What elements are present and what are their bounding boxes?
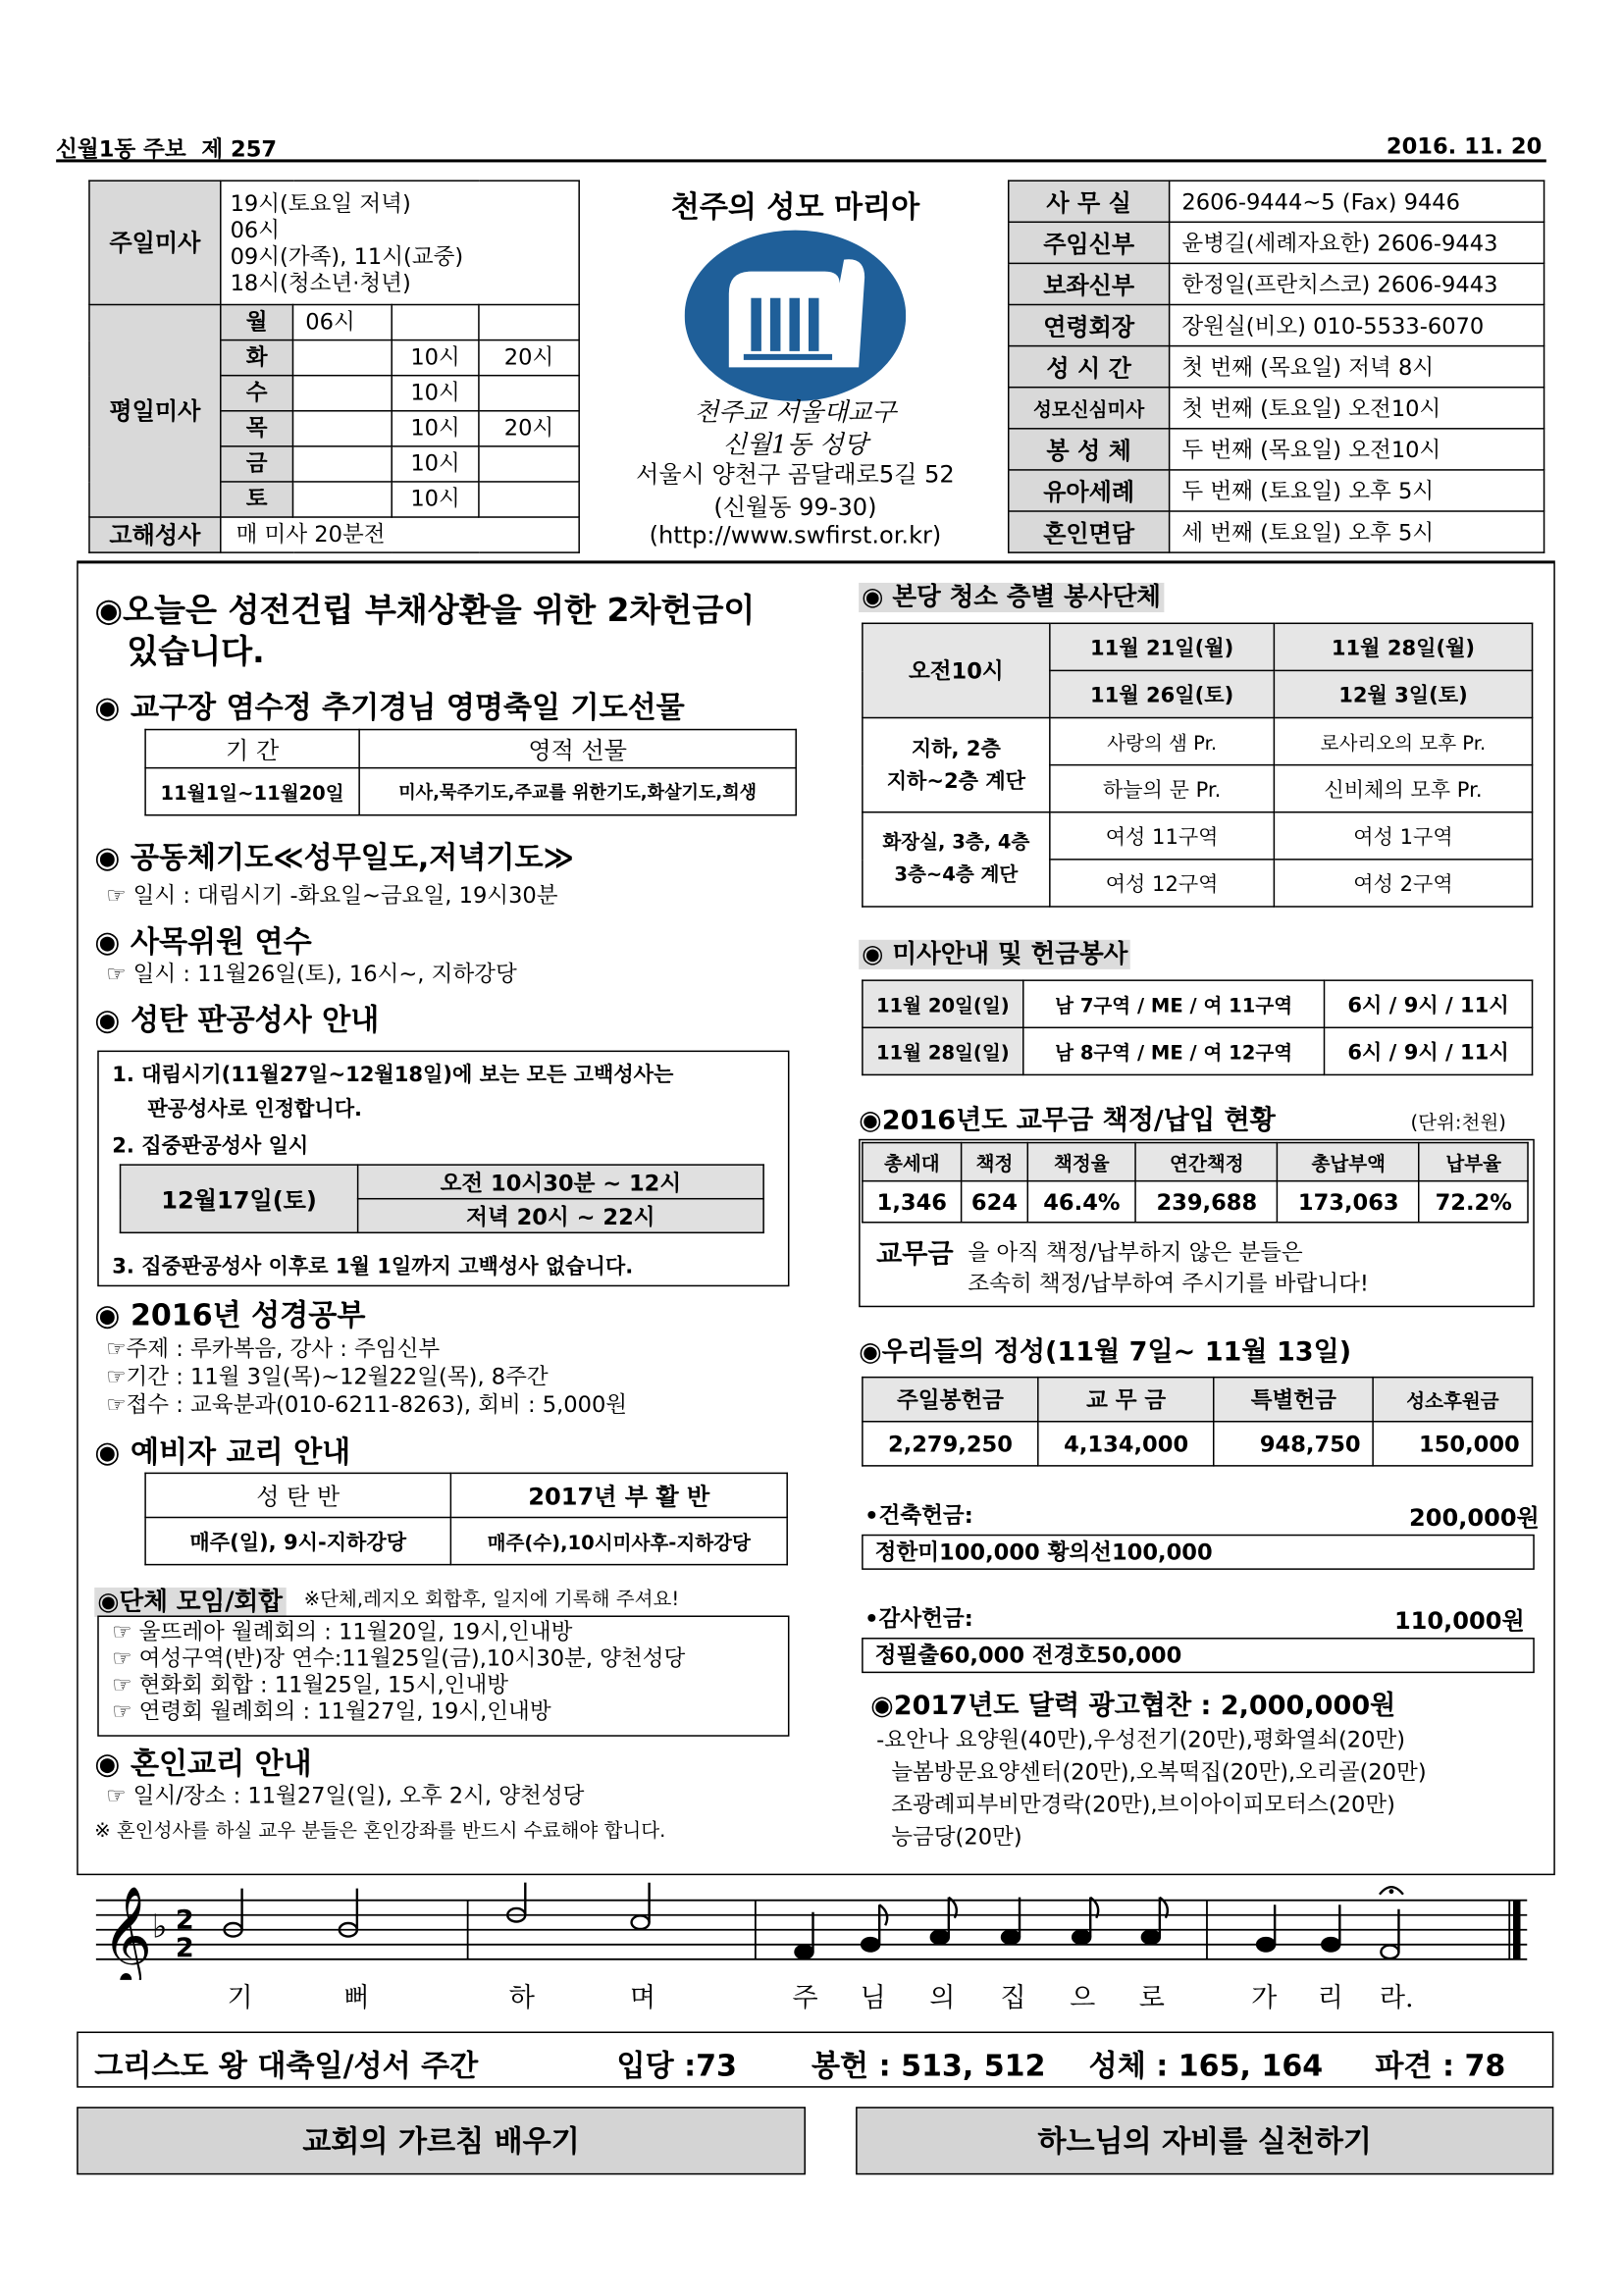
mass-guide-date: 11월 28일(일) [863,1027,1023,1074]
weekday-name: 월 [221,305,293,340]
weekday-time: 10시 [392,411,479,446]
cleaning-table [862,623,1533,908]
confession-time: 오전 10시30분 ~ 12시 [358,1165,764,1199]
contact-label: 봉 성 체 [1009,429,1170,470]
offertory-hymn: 봉헌 : 513, 512 [812,2048,1046,2084]
sunday-time: 18시(청소년·청년) [230,269,411,296]
cleaning-floor-label: 지하, 2층 지하~2층 계단 [863,718,1050,812]
calendar-sponsor-title: ◉2017년도 달력 광고협찬 : 2,000,000원 [870,1691,1396,1722]
calendar-sponsor-list [876,1723,1426,1852]
dues-table [862,1142,1529,1224]
mass-schedule-table [88,180,580,552]
contact-value: 두 번째 (토요일) 오후 5시 [1170,470,1544,511]
bible-study-title: ◉ 2016년 성경공부 [94,1296,366,1332]
lyric-syllable: 리 [1317,1982,1343,2014]
bible-line: ☞접수 : 교육분과(010-6211-8263), 회비 : 5,000원 [106,1390,628,1418]
weekday-time [479,446,579,482]
offering-value: 150,000 [1373,1422,1532,1466]
dues-value: 1,346 [863,1181,962,1223]
confession-time: 저녁 20시 ~ 22시 [358,1199,764,1233]
confession-date: 12월17일(토) [121,1165,358,1232]
building-fund-names: 정한미100,000 황의선100,000 [862,1535,1535,1570]
mass-guide-times: 6시 / 9시 / 11시 [1325,980,1533,1027]
dues-header: 총납부액 [1278,1143,1419,1181]
mass-guide-title: ◉ 미사안내 및 헌금봉사 [859,932,1130,969]
parish-patron: 천주의 성모 마리아 [670,188,920,225]
svg-text:𝄞: 𝄞 [101,1884,153,1980]
gift-title: ◉ 교구장 염수정 추기경님 영명축일 기도선물 [94,689,685,725]
dues-header: 책정율 [1027,1143,1135,1181]
confession-guide-title: ◉ 성탄 판공성사 안내 [94,1001,380,1038]
weekday-name: 목 [221,411,293,446]
thanks-offering-names: 정필출60,000 전경호50,000 [862,1638,1535,1673]
offering-header: 특별헌금 [1214,1378,1373,1422]
group-line: ☞ 울뜨레아 월례회의 : 11월20일, 19시,인내방 [112,1618,573,1645]
community-prayer-title: ◉ 공동체기도≪성무일도,저녁기도≫ [94,839,574,875]
weekday-time [479,482,579,517]
svg-text:2: 2 [175,1905,194,1936]
weekday-time: 10시 [392,340,479,376]
catechumen-title: ◉ 예비자 교리 안내 [94,1434,351,1470]
dues-note-2: 조속히 책정/납부하여 주시기를 바랍니다! [968,1270,1369,1297]
logo-text-2: 신월1동 성당 [722,431,868,461]
lyric-syllable: 로 [1138,1982,1165,2014]
gift-header: 기 간 [145,730,359,768]
gift-spiritual: 미사,묵주기도,주교를 위한기도,화살기도,희생 [359,768,796,815]
mass-guide-date: 11월 20일(일) [863,980,1023,1027]
sunday-time: 19시(토요일 저녁) [230,189,411,217]
cleaning-group: 하늘의 문 Pr. [1050,765,1275,812]
cleaning-group: 여성 12구역 [1050,860,1275,907]
catechumen-schedule: 매주(수),10시미사후-지하강당 [450,1517,787,1564]
group-meeting-note: ※단체,레지오 회합후, 일지에 기록해 주셔요! [303,1589,680,1611]
marriage-text: ☞ 일시/장소 : 11월27일(일), 오후 2시, 양천성당 [106,1782,585,1809]
cleaning-time: 오전10시 [863,623,1050,717]
lyric-syllable: 뻐 [343,1982,370,2014]
cleaning-date: 11월 26일(토) [1050,670,1275,717]
feast-name: 그리스도 왕 대축일/성서 주간 [94,2048,479,2084]
weekday-time [292,446,392,482]
weekday-time: 20시 [479,411,579,446]
confession-value: 매 미사 20분전 [221,517,579,552]
svg-text:2: 2 [175,1932,194,1963]
contact-value: 세 번째 (토요일) 오후 5시 [1170,511,1544,552]
lyric-syllable: 라. [1379,1982,1414,2014]
weekday-name: 수 [221,376,293,411]
entrance-hymn: 입당 :73 [616,2048,737,2084]
dismissal-hymn: 파견 : 78 [1375,2048,1506,2084]
building-fund-label: •건축헌금: [864,1501,973,1529]
cleaning-group: 여성 2구역 [1274,860,1532,907]
contact-label: 혼인면담 [1009,511,1170,552]
contact-label: 연령회장 [1009,305,1170,346]
dues-value: 624 [962,1181,1027,1223]
music-staff [96,1883,1543,1986]
weekday-time [292,376,392,411]
weekday-time: 10시 [392,482,479,517]
offering-value: 2,279,250 [863,1422,1038,1466]
lyric-syllable: 으 [1070,1982,1096,2014]
contact-label: 유아세례 [1009,470,1170,511]
contact-label: 주임신부 [1009,222,1170,263]
sunday-mass-times [221,181,579,304]
dues-header: 납부율 [1419,1143,1528,1181]
dues-unit: (단위:천원) [1410,1112,1506,1135]
confession-label: 고해성사 [89,517,221,552]
catechumen-header: 성 탄 반 [145,1473,450,1517]
confession-item-2: 2. 집중판공성사 일시 [112,1134,309,1159]
lyric-syllable: 주 [792,1982,818,2014]
dues-value: 173,063 [1278,1181,1419,1223]
mercy-practice-button[interactable]: 하느님의 자비를 실천하기 [856,2107,1553,2174]
cleaning-group: 로사리오의 모후 Pr. [1274,718,1532,765]
parish-address-2: (신월동 99-30) [713,493,877,521]
lyric-syllable: 집 [1000,1982,1026,2014]
contact-label: 사 무 실 [1009,181,1170,222]
dues-value: 46.4% [1027,1181,1135,1223]
weekday-time [292,411,392,446]
weekday-name: 화 [221,340,293,376]
cleaning-group: 사랑의 샘 Pr. [1050,718,1275,765]
dues-value: 72.2% [1419,1181,1528,1223]
contact-value: 장원실(비오) 010-5533-6070 [1170,305,1544,346]
dues-header: 총세대 [863,1143,962,1181]
sponsor-line: 늘봄방문요양센터(20만),오복떡집(20만),오리골(20만) [891,1758,1427,1786]
gift-period: 11월1일~11월20일 [145,768,359,815]
weekday-time [292,482,392,517]
sunday-time: 06시 [230,216,281,243]
bible-line: ☞주제 : 루카복음, 강사 : 주임신부 [106,1334,441,1362]
parish-address: 서울시 양천구 곰달래로5길 52 [636,460,955,489]
contact-label: 성모신심미사 [1009,388,1170,429]
training-title: ◉ 사목위원 연수 [94,923,312,960]
gift-header: 영적 선물 [359,730,796,768]
dues-note: 을 아직 책정/납부하지 않은 분들은 [968,1239,1303,1267]
mass-guide-table [862,979,1533,1075]
offering-value: 948,750 [1214,1422,1373,1466]
sunday-time: 09시(가족), 11시(교중) [230,242,464,270]
cleaning-group: 여성 11구역 [1050,812,1275,860]
cleaning-date: 11월 21일(월) [1050,623,1275,670]
mass-guide-groups: 남 7구역 / ME / 여 11구역 [1023,980,1325,1027]
lyric-syllable: 님 [860,1982,886,2014]
parish-url[interactable]: (http://www.swfirst.or.kr) [649,520,942,549]
contact-value: 첫 번째 (토요일) 오전10시 [1170,388,1544,429]
thanks-offering-label: •감사헌금: [864,1604,973,1633]
contact-value: 한정일(프란치스코) 2606-9443 [1170,263,1544,304]
lyric-syllable: 하 [508,1982,535,2014]
cleaning-date: 12월 3일(토) [1274,670,1532,717]
contact-label: 보좌신부 [1009,263,1170,304]
marriage-title: ◉ 혼인교리 안내 [94,1745,312,1781]
weekday-time [392,305,479,340]
dues-note-bold: 교무금 [876,1239,954,1271]
logo-text-1: 천주교 서울대교구 [694,397,897,429]
catechumen-table [144,1473,788,1566]
weekday-time: 06시 [292,305,392,340]
offering-header: 주일봉헌금 [863,1378,1038,1422]
cleaning-group: 여성 1구역 [1274,812,1532,860]
church-teaching-button[interactable]: 교회의 가르침 배우기 [77,2107,806,2174]
offering-header: 교 무 금 [1038,1378,1214,1422]
notice-second-collection-2: 있습니다. [127,634,265,672]
sponsor-line: -요안나 요양원(40만),우성전기(20만),평화열쇠(20만) [876,1726,1406,1753]
weekday-time: 10시 [392,376,479,411]
group-line: ☞ 여성구역(반)장 연수:11월25일(금),10시30분, 양천성당 [112,1644,686,1672]
dues-value: 239,688 [1136,1181,1278,1223]
lyric-syllable: 의 [929,1982,956,2014]
weekday-name: 금 [221,446,293,482]
cleaning-date: 11월 28일(월) [1274,623,1532,670]
building-fund-amount: 200,000원 [1408,1503,1540,1532]
contact-value: 윤병길(세례자요한) 2606-9443 [1170,222,1544,263]
contact-value: 두 번째 (목요일) 오전10시 [1170,429,1544,470]
contact-value: 2606-9444~5 (Fax) 9446 [1170,181,1544,222]
cleaning-group: 신비체의 모후 Pr. [1274,765,1532,812]
notice-second-collection: ◉오늘은 성전건립 부채상환을 위한 2차헌금이 [94,593,756,631]
bulletin-date: 2016. 11. 20 [1386,132,1543,160]
confession-item-1b: 판공성사로 인정합니다. [147,1097,363,1122]
lyric-syllable: 가 [1251,1982,1278,2014]
svg-text:♭: ♭ [151,1906,168,1946]
dues-header: 책정 [962,1143,1027,1181]
lyric-syllable: 며 [630,1982,656,2014]
thanks-offering-amount: 110,000원 [1393,1606,1525,1636]
offering-table [862,1377,1533,1467]
bulletin-title: 신월1동 주보 제 257 [56,135,278,163]
weekday-time: 20시 [479,340,579,376]
offering-title: ◉우리들의 정성(11월 7일~ 11월 13일) [859,1336,1352,1368]
sponsor-line: 조광례피부비만경락(20만),브이아이피모터스(20만) [891,1791,1395,1818]
confession-item-3: 3. 집중판공성사 이후로 1월 1일까지 고백성사 없습니다. [112,1255,634,1279]
dues-title: ◉2016년도 교무금 책정/납입 현황 [859,1105,1276,1136]
contact-table [1008,180,1544,552]
weekday-time [479,376,579,411]
group-meeting-title: ◉단체 모임/회합 [94,1580,286,1617]
cleaning-title: ◉ 본당 청소 층별 봉사단체 [859,575,1164,612]
weekday-name: 토 [221,482,293,517]
catechumen-schedule: 매주(일), 9시-지하강당 [145,1517,450,1564]
catechumen-header: 2017년 부 활 반 [450,1473,787,1517]
training-text: ☞ 일시 : 11월26일(토), 16시~, 지하강당 [106,960,517,987]
group-line: ☞ 연령회 월례회의 : 11월27일, 19시,인내방 [112,1697,551,1725]
weekday-time: 10시 [392,446,479,482]
gift-table [144,729,797,816]
mass-guide-groups: 남 8구역 / ME / 여 12구역 [1023,1027,1325,1074]
mass-guide-times: 6시 / 9시 / 11시 [1325,1027,1533,1074]
weekday-mass-label: 평일미사 [89,305,221,518]
group-line: ☞ 현화회 회합 : 11월25일, 15시,인내방 [112,1671,509,1698]
community-prayer-text: ☞ 일시 : 대림시기 -화요일~금요일, 19시30분 [106,882,558,910]
parish-logo-icon [685,228,907,410]
cleaning-floor-label: 화장실, 3층, 4층 3층~4층 계단 [863,812,1050,907]
sponsor-line: 능금당(20만) [891,1823,1022,1851]
header-rule [56,159,1546,162]
marriage-note: ※ 혼인성사를 하실 교우 분들은 혼인강좌를 반드시 수료해야 합니다. [94,1820,666,1844]
offering-header: 성소후원금 [1373,1378,1532,1422]
bible-line: ☞기간 : 11월 3일(목)~12월22일(목), 8주간 [106,1363,549,1390]
weekday-time [292,340,392,376]
sunday-mass-label: 주일미사 [89,181,221,304]
communion-hymn: 성체 : 165, 164 [1088,2048,1324,2084]
confession-time-table [120,1164,764,1233]
dues-header: 연간책정 [1136,1143,1278,1181]
lyric-syllable: 기 [227,1982,253,2014]
offering-value: 4,134,000 [1038,1422,1214,1466]
weekday-time [479,305,579,340]
contact-label: 성 시 간 [1009,346,1170,388]
contact-value: 첫 번째 (목요일) 저녁 8시 [1170,346,1544,388]
confession-item-1: 1. 대림시기(11월27일~12월18일)에 보는 모든 고백성사는 [112,1064,674,1088]
